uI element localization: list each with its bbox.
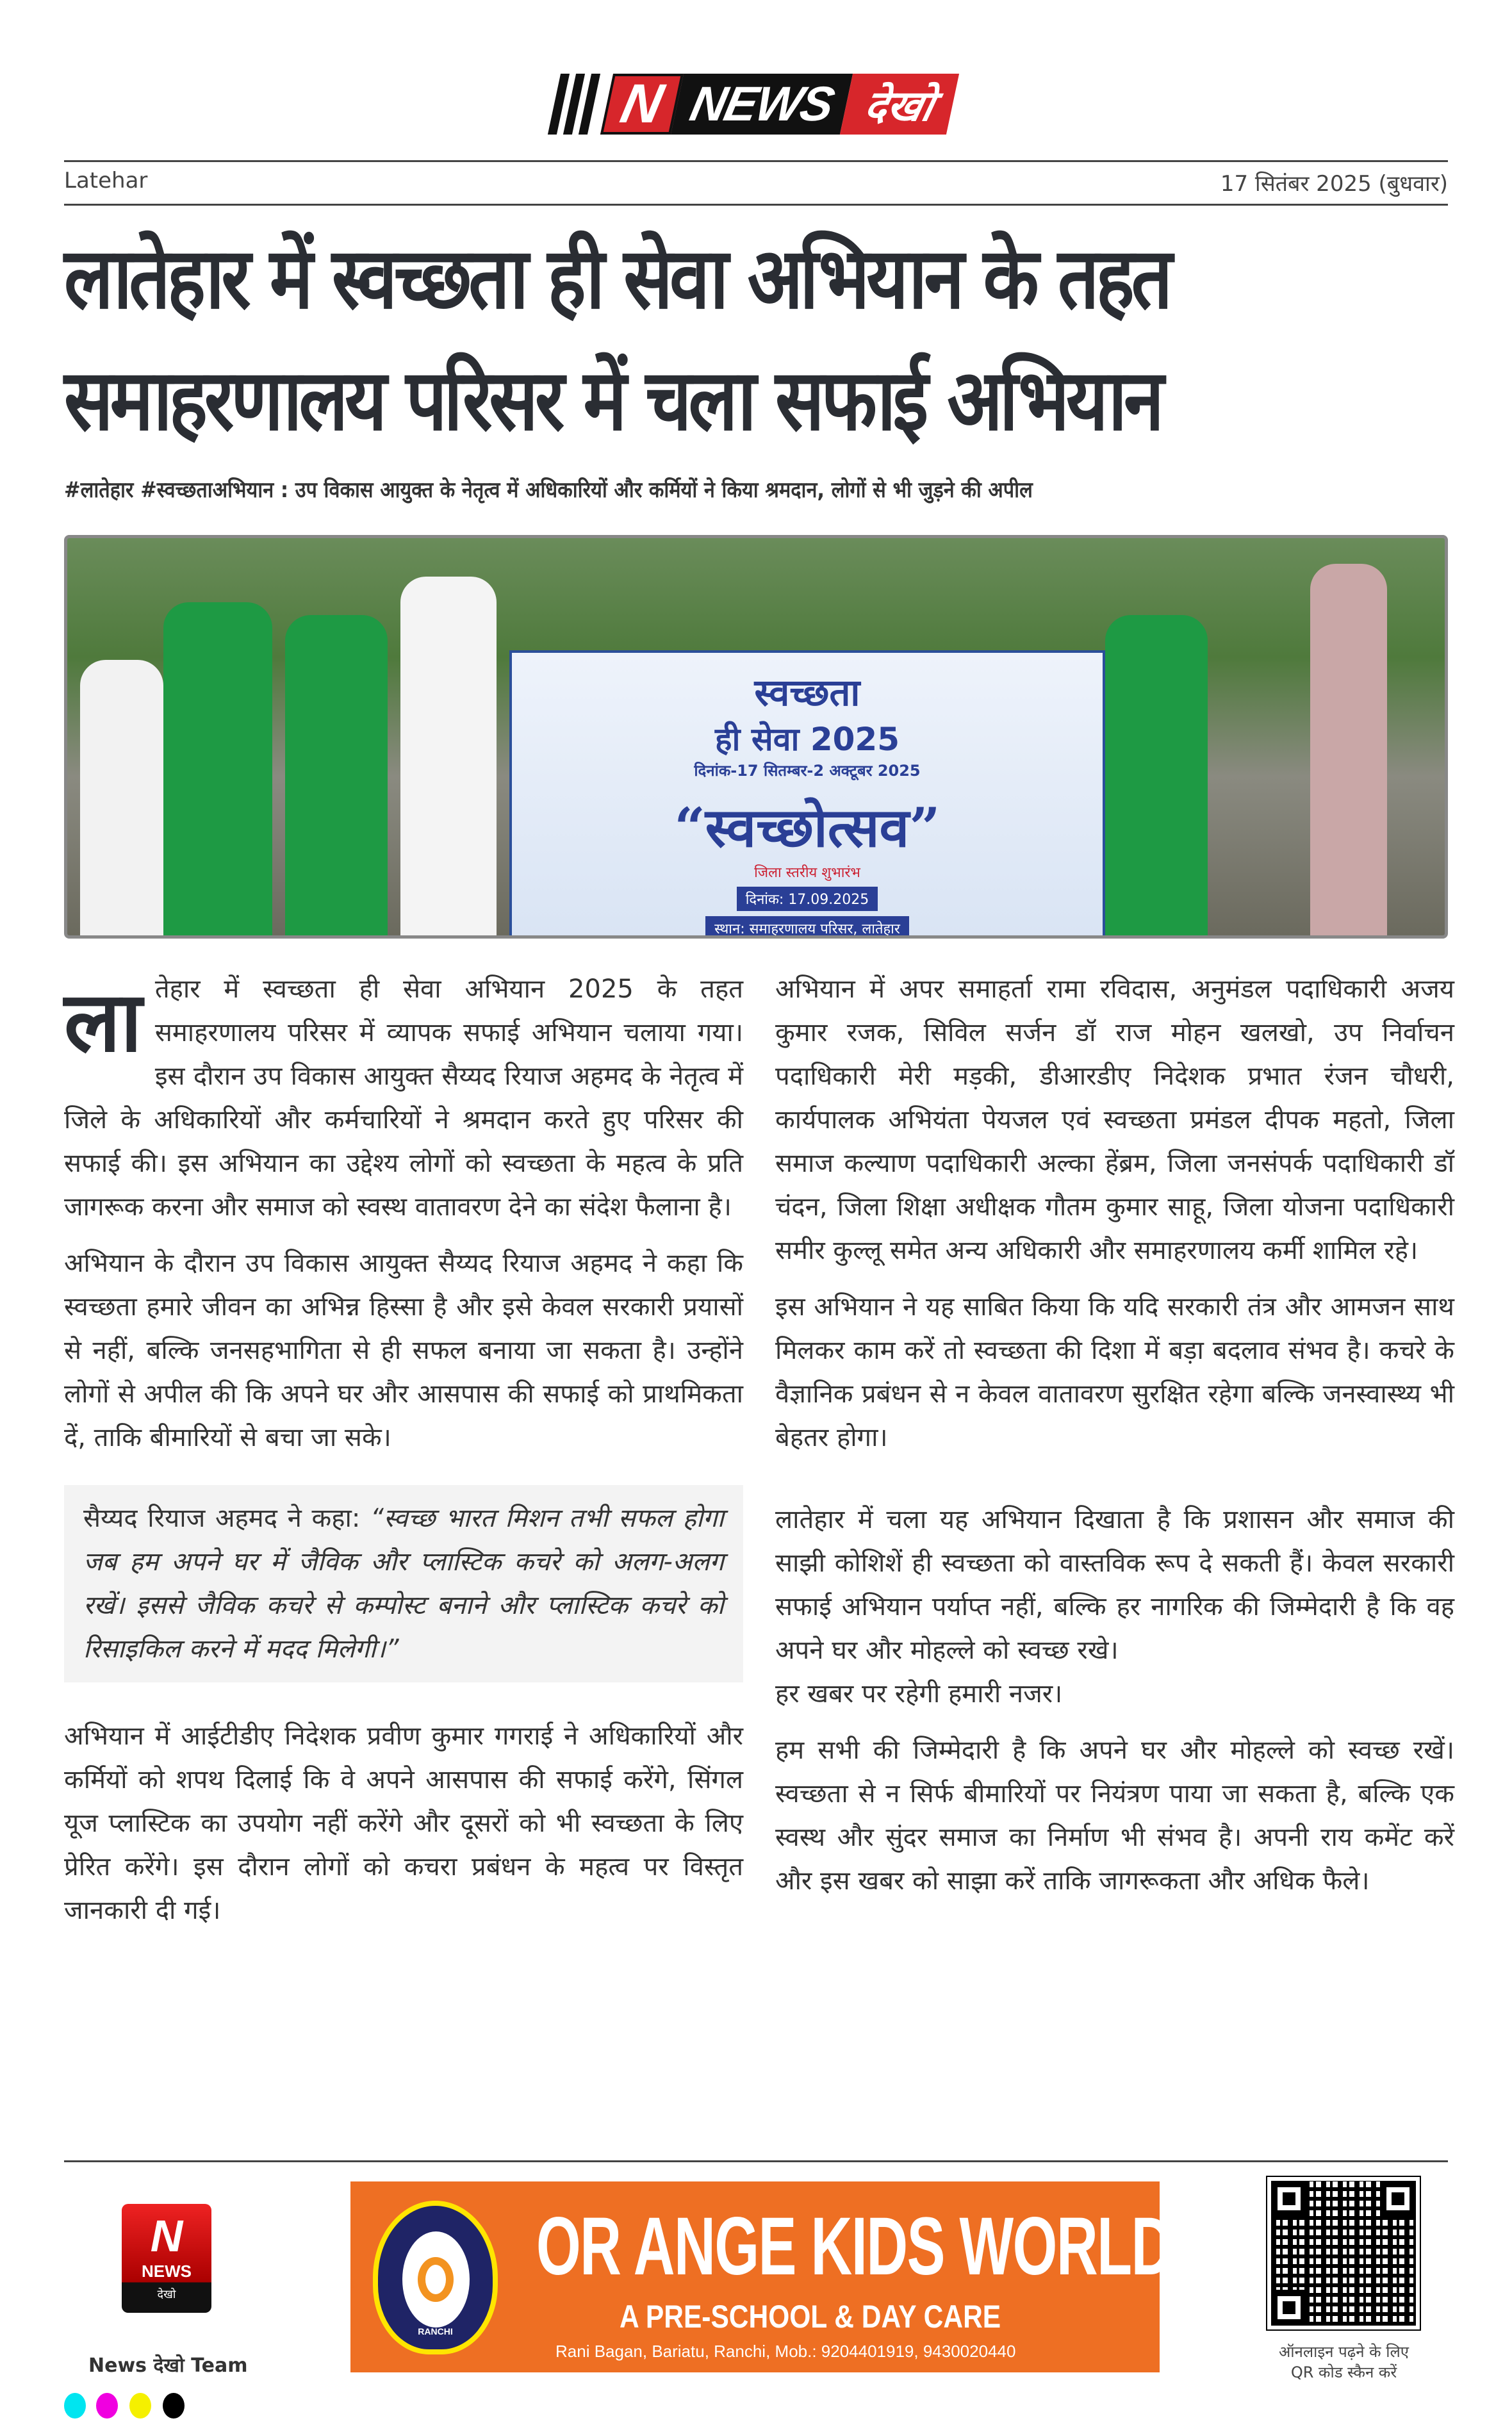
footer-logo-dekho: देखो — [157, 2288, 176, 2301]
qr-caption-line-2: QR कोड स्कैन करें — [1290, 2363, 1397, 2381]
banner-venue: स्थान: समाहरणालय परिसर, लातेहार — [705, 916, 909, 939]
qr-caption-line-1: ऑनलाइन पढ़ने के लिए — [1278, 2343, 1409, 2361]
footer-logo-news: NEWS — [142, 2262, 192, 2281]
ad-address: Rani Bagan, Bariatu, Ranchi, Mob.: 9204401919, 9430020440 — [555, 2342, 1016, 2361]
school-seal-logo — [373, 2201, 498, 2354]
date: 17 सितंबर 2025 (बुधवार) — [1220, 171, 1448, 197]
article-column-right — [775, 967, 1454, 1916]
headline-line-2: समाहरणालय परिसर में चला सफाई अभियान — [64, 351, 1161, 450]
top-rule — [64, 160, 1448, 162]
paragraph-4: अभियान में अपर समाहर्ता रामा रविदास, अनुमंडल पदाधिकारी अजय कुमार रजक, सिविल सर्जन डॉ राज मोहन खलखो, उप निर्वाचन पदाधिकारी मेरी मड़की, डीआरडीए निदेशक प्रभात रंजन चौधरी, कार्यपालक अभियंता पेयजल एवं स्वच्छता प्रमंडल दीपक महतो, जिला समाज कल्याण पदाधिकारी अल्का हेंब्रम, जिला जनसंपर्क पदाधिकारी डॉ चंदन, जिला शिक्षा अधीक्षक गौतम कुमार साहू, जिला योजना पदाधिकारी समीर कुल्लू समेत अन्य अधिकारी और समाहरणालय कर्मी शामिल रहे। — [775, 974, 1454, 1265]
article-photo — [64, 535, 1448, 939]
cmyk-yellow-dot — [129, 2393, 151, 2419]
ad-subtitle: A PRE-SCHOOL & DAY CARE — [620, 2299, 1001, 2335]
qr-code[interactable] — [1267, 2177, 1420, 2329]
article-column-left — [64, 967, 743, 1945]
cmyk-magenta-dot — [96, 2393, 118, 2419]
qr-caption — [1256, 2342, 1432, 2383]
cmyk-black-dot — [163, 2393, 185, 2419]
news-dekho-logo[interactable] — [548, 74, 959, 135]
photo-banner — [509, 650, 1105, 939]
banner-sub: जिला स्तरीय शुभारंभ — [754, 865, 860, 881]
banner-title-2: ही सेवा 2025 — [714, 721, 900, 758]
banner-date: दिनांक: 17.09.2025 — [737, 887, 878, 911]
tagline: हर खबर पर रहेगी हमारी नजर। — [775, 1679, 1063, 1709]
logo-dekho: देखो — [840, 74, 959, 135]
logo-slash-bars — [548, 74, 605, 135]
quote-block — [64, 1485, 743, 1682]
banner-dates: दिनांक-17 सितम्बर-2 अक्टूबर 2025 — [694, 762, 921, 780]
paragraph-5: इस अभियान ने यह साबित किया कि यदि सरकारी तंत्र और आमजन साथ मिलकर काम करें तो स्वच्छता की दिशा में बड़ा बदलाव संभव है। कचरे के वैज्ञानिक प्रबंधन से न केवल वातावरण सुरक्षित रहेगा बल्कि जनस्वास्थ्य भी बेहतर होगा। — [775, 1292, 1454, 1452]
paragraph-3: अभियान में आईटीडीए निदेशक प्रवीण कुमार गगराई ने अधिकारियों और कर्मियों को शपथ दिलाई कि वे अपने आसपास की सफाई करेंगे, सिंगल यूज प्लास्टिक का उपयोग नहीं करेंगे और दूसरों को भी स्वच्छता के लिए प्रेरित करेंगे। इस दौरान लोगों को कचरा प्रबंधन के महत्व पर विस्तृत जानकारी दी गई। — [64, 1721, 743, 1925]
headline-line-1: लातेहार में स्वच्छता ही सेवा अभियान के तहत — [64, 229, 1170, 328]
headline — [64, 218, 1265, 461]
quote-intro: सैय्यद रियाज अहमद ने कहा: — [83, 1504, 361, 1533]
orange-kids-world-ad[interactable] — [350, 2181, 1172, 2372]
footer-logo-n: N — [150, 2211, 183, 2261]
paragraph-2: अभियान के दौरान उप विकास आयुक्त सैय्यद रियाज अहमद ने कहा कि स्वच्छता हमारे जीवन का अभिन्न हिस्सा है और इसे केवल सरकारी प्रयासों से नहीं, बल्कि जनसहभागिता से ही सफल बनाया जा सकता है। उन्होंने लोगों से अपील की कि अपने घर और आसपास की सफाई को प्राथमिकता दें, ताकि बीमारियों से बचा जा सके। — [64, 1249, 743, 1452]
seal-text: RANCHI — [418, 2326, 453, 2337]
subheadline: #लातेहार #स्वच्छताअभियान : उप विकास आयुक्त के नेतृत्व में अधिकारियों और कर्मियों ने किया श्रमदान, लोगों से भी जुड़ने की अपील — [64, 477, 1033, 503]
dateline-rule — [64, 204, 1448, 206]
paragraph-6: लातेहार में चला यह अभियान दिखाता है कि प्रशासन और समाज की साझी कोशिशें ही स्वच्छता को वास्तविक रूप दे सकती हैं। केवल सरकारी सफाई अभियान पर्याप्त नहीं, बल्कि हर नागरिक की जिम्मेदारी है कि वह अपने घर और मोहल्ले को स्वच्छ रखे। — [775, 1505, 1454, 1665]
drop-cap: ला — [64, 973, 142, 1071]
footer-rule — [64, 2160, 1448, 2162]
ad-title: OR ANGE KIDS WORLD — [536, 2201, 1172, 2292]
logo-n: N — [600, 74, 684, 135]
cmyk-cyan-dot — [64, 2393, 86, 2419]
banner-event: “स्वच्छोत्सव” — [674, 796, 941, 859]
team-credit: News देखो Team — [88, 2354, 248, 2377]
logo-news: NEWS — [671, 74, 853, 135]
banner-title: स्वच्छता — [754, 671, 860, 714]
paragraph-7: हम सभी की जिम्मेदारी है कि अपने घर और मोहल्ले को स्वच्छ रखें। स्वच्छता से न सिर्फ बीमारियों पर नियंत्रण पाया जा सकता है, बल्कि एक स्वस्थ और सुंदर समाज का निर्माण भी संभव है। अपनी राय कमेंट करें और इस खबर को साझा करें ताकि जागरूकता और अधिक फैले। — [775, 1736, 1454, 1896]
footer-news-logo[interactable] — [122, 2204, 211, 2313]
paragraph-1-text: तेहार में स्वच्छता ही सेवा अभियान 2025 के तहत समाहरणालय परिसर में व्यापक सफाई अभियान चलाया गया। इस दौरान उप विकास आयुक्त सैय्यद रियाज अहमद के नेतृत्व में जिले के अधिकारियों और कर्मचारियों ने श्रमदान करते हुए परिसर की सफाई की। इस अभियान का उद्देश्य लोगों को स्वच्छता के महत्व के प्रति जागरूक करना और समाज को स्वस्थ वातावरण देने का संदेश फैलाना है। — [64, 974, 743, 1222]
paragraph-1 — [64, 967, 743, 1229]
location: Latehar — [64, 168, 148, 193]
dateline — [64, 168, 1448, 197]
quote-text: “स्वच्छ भारत मिशन तभी सफल होगा जब हम अपने घर में जैविक और प्लास्टिक कचरे को अलग-अलग रखें। इससे जैविक कचरे से कम्पोस्ट बनाने और प्लास्टिक कचरे को रिसाइकिल करने में मदद मिलेगी।” — [83, 1504, 724, 1664]
